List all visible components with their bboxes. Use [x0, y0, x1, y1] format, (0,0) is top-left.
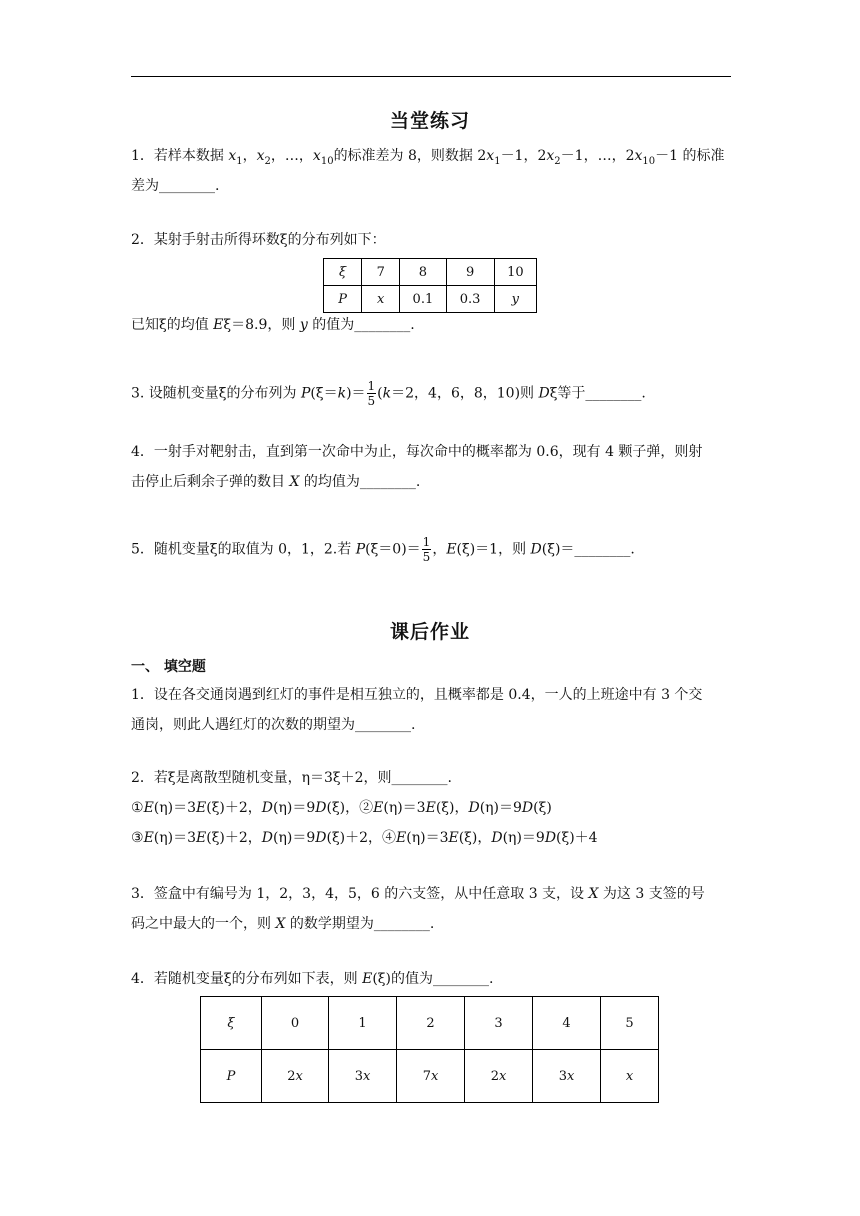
s1-q2-distribution-table: [323, 258, 537, 313]
s2-q1-line1: 1．设在各交通岗遇到红灯的事件是相互独立的，且概率都是 0.4，一人的上班途中有 3 个交: [131, 687, 703, 703]
fraction: $\frac{1}{5}$: [367, 379, 376, 408]
fraction: $\frac{1}{5}$: [422, 535, 431, 564]
s2-q4-intro: 4．若随机变量ξ的分布列如下表，则 E(ξ)的值为________.: [131, 971, 494, 987]
s2-q4-distribution-table: [200, 996, 659, 1103]
s1-q4-line2: 击停止后剩余子弹的数目 X 的均值为________.: [131, 474, 421, 490]
subhead-fill-in: 一、 填空题: [131, 659, 206, 675]
table-cell: 3x: [329, 1050, 397, 1103]
section-title-homework: 课后作业: [389, 621, 470, 643]
table-cell: x: [601, 1050, 659, 1103]
table-cell: 9: [446, 259, 494, 286]
s1-q3: 3. 设随机变量ξ的分布列为 P(ξ＝k)＝ $\frac{1}{5}$ (k＝2，4，6，8，10)则 Dξ等于________.: [131, 379, 646, 408]
table-cell: 7x: [397, 1050, 465, 1103]
header-rule: [131, 76, 731, 77]
table-cell: 0: [262, 997, 329, 1050]
table-row: [201, 997, 659, 1050]
table-cell: x: [377, 291, 385, 307]
table-row: [201, 1050, 659, 1103]
s2-q2-options-3-4: ③E(η)＝3E(ξ)＋2，D(η)＝9D(ξ)＋2，④E(η)＝3E(ξ)，D(η)＝9D(ξ)＋4: [131, 830, 598, 846]
table-cell: 2x: [262, 1050, 329, 1103]
table-cell: 7: [362, 259, 400, 286]
table-cell: 0.3: [446, 286, 494, 313]
s1-q5: 5．随机变量ξ的取值为 0，1，2.若 P(ξ＝0)＝ $\frac{1}{5}$ ，E(ξ)＝1，则 D(ξ)＝________.: [131, 535, 635, 564]
table-cell: 3x: [533, 1050, 601, 1103]
section-title-practice: 当堂练习: [389, 110, 470, 132]
s2-q1-line2: 通岗，则此人遇红灯的次数的期望为________.: [131, 717, 416, 733]
table-cell: 10: [494, 259, 536, 286]
s1-q1-line1: 1．若样本数据 $x_1$，$x_2$，…，$x_{10}$的标准差为 8，则数据 $2x_1-1$，$2x_2-1$，…，$2x_{10}-1$ 的标准: [131, 148, 725, 167]
table-cell: 4: [533, 997, 601, 1050]
table-cell: 2: [397, 997, 465, 1050]
table-cell: ξ: [338, 264, 347, 280]
table-row: [324, 259, 537, 286]
table-cell: P: [226, 1068, 236, 1084]
s1-q2-after: 已知ξ的均值 Eξ＝8.9，则 y 的值为________.: [131, 317, 415, 333]
s2-q2-options-1-2: ①E(η)＝3E(ξ)＋2，D(η)＝9D(ξ)，②E(η)＝3E(ξ)，D(η)＝9D(ξ): [131, 800, 552, 816]
table-cell: P: [338, 291, 347, 307]
table-cell: 2x: [465, 1050, 533, 1103]
s2-q3-line1: 3．签盒中有编号为 1，2，3，4，5，6 的六支签，从中任意取 3 支，设 X 为这 3 支签的号: [131, 886, 705, 902]
table-cell: 0.1: [400, 286, 446, 313]
table-cell: 8: [400, 259, 446, 286]
table-cell: 3: [465, 997, 533, 1050]
s1-q1-line2: 差为________.: [131, 178, 220, 194]
table-row: [324, 286, 537, 313]
s1-q2-intro: 2．某射手射击所得环数ξ的分布列如下：: [131, 232, 386, 248]
table-cell: y: [511, 291, 520, 307]
table-cell: ξ: [227, 1015, 235, 1031]
table-cell: 5: [601, 997, 659, 1050]
s2-q2-line1: 2．若ξ是离散型随机变量，η＝3ξ＋2，则________.: [131, 770, 452, 786]
table-cell: 1: [329, 997, 397, 1050]
s1-q4-line1: 4．一射手对靶射击，直到第一次命中为止，每次命中的概率都为 0.6，现有 4 颗子弹，则射: [131, 444, 703, 460]
s2-q3-line2: 码之中最大的一个，则 X 的数学期望为________.: [131, 916, 435, 932]
